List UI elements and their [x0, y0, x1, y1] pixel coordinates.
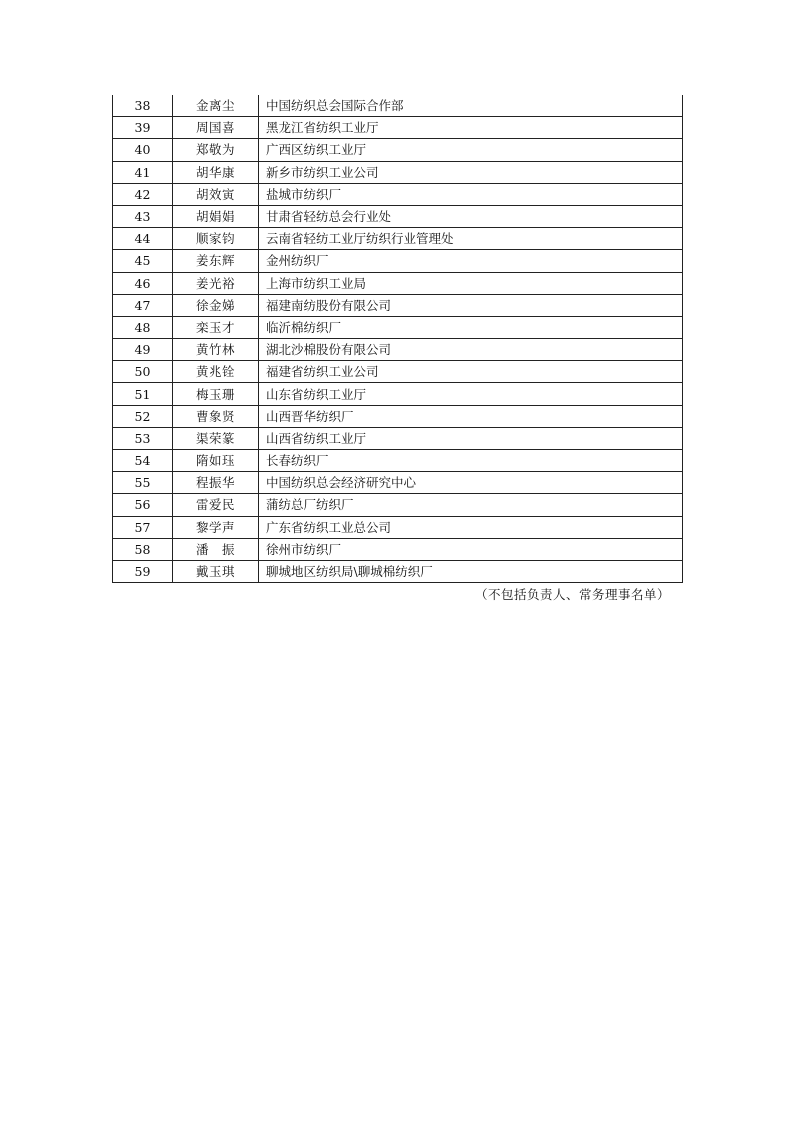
- table-row: [113, 272, 683, 294]
- row-number: 42: [113, 183, 173, 205]
- row-number: 57: [113, 516, 173, 538]
- row-number: 45: [113, 250, 173, 272]
- member-name: 姜光裕: [173, 272, 259, 294]
- member-name: 黎学声: [173, 516, 259, 538]
- table-row: [113, 161, 683, 183]
- member-organization: 湖北沙棉股份有限公司: [259, 339, 683, 361]
- member-name: 曹象贤: [173, 405, 259, 427]
- row-number: 41: [113, 161, 173, 183]
- table-row: [113, 516, 683, 538]
- member-organization: 金州纺织厂: [259, 250, 683, 272]
- member-name: 雷爱民: [173, 494, 259, 516]
- table-row: [113, 538, 683, 560]
- row-number: 59: [113, 560, 173, 582]
- member-name: 郑敬为: [173, 139, 259, 161]
- table-row: [113, 427, 683, 449]
- member-name: 程振华: [173, 472, 259, 494]
- table-row: [113, 339, 683, 361]
- table-row: [113, 494, 683, 516]
- table-row: [113, 450, 683, 472]
- member-organization: 盐城市纺织厂: [259, 183, 683, 205]
- member-name: 戴玉琪: [173, 560, 259, 582]
- table-row: [113, 560, 683, 582]
- table-row: [113, 205, 683, 227]
- member-name: 姜东辉: [173, 250, 259, 272]
- table-row: [113, 228, 683, 250]
- member-organization: 广东省纺织工业总公司: [259, 516, 683, 538]
- member-organization: 新乡市纺织工业公司: [259, 161, 683, 183]
- table-row: [113, 250, 683, 272]
- row-number: 52: [113, 405, 173, 427]
- member-name: 黄竹林: [173, 339, 259, 361]
- member-name: 金离尘: [173, 95, 259, 117]
- member-name: 梅玉珊: [173, 383, 259, 405]
- row-number: 48: [113, 316, 173, 338]
- table-row: [113, 117, 683, 139]
- row-number: 43: [113, 205, 173, 227]
- member-organization: 黑龙江省纺织工业厅: [259, 117, 683, 139]
- member-organization: 聊城地区纺织局\聊城棉纺织厂: [259, 560, 683, 582]
- member-organization: 临沂棉纺织厂: [259, 316, 683, 338]
- member-organization: 中国纺织总会国际合作部: [259, 95, 683, 117]
- row-number: 40: [113, 139, 173, 161]
- row-number: 39: [113, 117, 173, 139]
- table-row: [113, 361, 683, 383]
- row-number: 51: [113, 383, 173, 405]
- member-name: 胡娟娟: [173, 205, 259, 227]
- member-name: 渠荣篆: [173, 427, 259, 449]
- member-table: [112, 95, 683, 583]
- member-organization: 山东省纺织工业厅: [259, 383, 683, 405]
- member-name: 栾玉才: [173, 316, 259, 338]
- member-name: 隋如珏: [173, 450, 259, 472]
- member-organization: 蒲纺总厂纺织厂: [259, 494, 683, 516]
- row-number: 46: [113, 272, 173, 294]
- row-number: 53: [113, 427, 173, 449]
- row-number: 54: [113, 450, 173, 472]
- member-name: 黄兆铨: [173, 361, 259, 383]
- row-number: 49: [113, 339, 173, 361]
- member-name: 潘 振: [173, 538, 259, 560]
- member-organization: 甘肃省轻纺总会行业处: [259, 205, 683, 227]
- footnote: （不包括负责人、常务理事名单）: [474, 587, 670, 602]
- member-organization: 山西晋华纺织厂: [259, 405, 683, 427]
- member-organization: 福建省纺织工业公司: [259, 361, 683, 383]
- member-name: 周国喜: [173, 117, 259, 139]
- member-organization: 长春纺织厂: [259, 450, 683, 472]
- member-table-body: [113, 95, 683, 583]
- row-number: 56: [113, 494, 173, 516]
- member-name: 顺家钧: [173, 228, 259, 250]
- table-row: [113, 383, 683, 405]
- table-row: [113, 316, 683, 338]
- member-organization: 中国纺织总会经济研究中心: [259, 472, 683, 494]
- member-organization: 云南省轻纺工业厅纺织行业管理处: [259, 228, 683, 250]
- member-organization: 上海市纺织工业局: [259, 272, 683, 294]
- member-organization: 福建南纺股份有限公司: [259, 294, 683, 316]
- member-organization: 山西省纺织工业厅: [259, 427, 683, 449]
- row-number: 47: [113, 294, 173, 316]
- table-row: [113, 139, 683, 161]
- row-number: 58: [113, 538, 173, 560]
- table-row: [113, 294, 683, 316]
- row-number: 44: [113, 228, 173, 250]
- row-number: 55: [113, 472, 173, 494]
- member-organization: 徐州市纺织厂: [259, 538, 683, 560]
- table-row: [113, 95, 683, 117]
- member-name: 胡华康: [173, 161, 259, 183]
- table-row: [113, 472, 683, 494]
- member-name: 徐金娣: [173, 294, 259, 316]
- table-row: [113, 405, 683, 427]
- member-organization: 广西区纺织工业厅: [259, 139, 683, 161]
- member-name: 胡效寅: [173, 183, 259, 205]
- table-row: [113, 183, 683, 205]
- row-number: 50: [113, 361, 173, 383]
- row-number: 38: [113, 95, 173, 117]
